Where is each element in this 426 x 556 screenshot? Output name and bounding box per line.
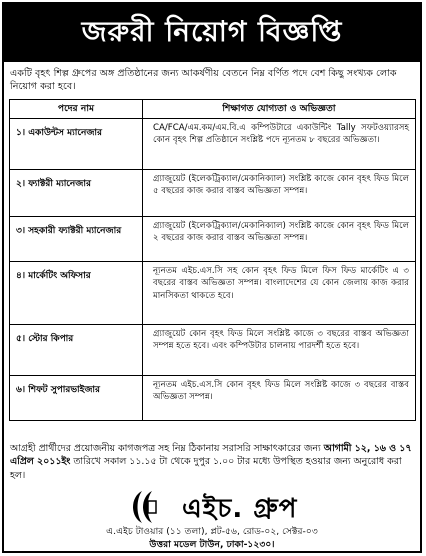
post-qualification: গ্র্যাজুয়েট (ইলেকট্রিক্যাল/মেকানিক্যাল) সংশ্লিষ্ট কাজে কোন বৃহৎ ফিড মিলে ৫ বছরের কাজ করার বাস্তব অভিজ্ঞতা সম্পন্ন। <box>143 170 416 217</box>
post-qualification: গ্র্যাজুয়েট কোন বৃহৎ ফিড মিলে সংশ্লিষ্ট কাজে ৩ বছরের বাস্তব অভিজ্ঞতা সম্পন্ন হতে হবে। এবং কম্পিউটার চালনায় পারদর্শী হতে হবে। <box>143 325 416 376</box>
table-row <box>10 376 416 421</box>
table-row <box>10 262 416 325</box>
table-row <box>10 325 416 376</box>
intro-text: একটি বৃহৎ শিল্প গ্রুপের অঙ্গ প্রতিষ্ঠানের জন্য আকর্ষণীয় বেতনে নিম্ন বর্ণিত পদে বেশ কিছু সংখ্যক লোক নিয়োগ করা হবে। <box>10 68 397 92</box>
post-qualification: CA/FCA/এম.কম/এম.বি.এ কম্পিউটারে একাউন্টিং Tally সফটওয়্যারসহ কোন বৃহৎ শিল্প প্রতিষ্ঠানে সংশ্লিষ্ট পদে ন্যূনতম ৮ বছরের অভিজ্ঞতা। <box>143 119 416 170</box>
apply-line-2: তারিখে সকাল ১১.১৫ টা থেকে দুপুর ১.০০ টার মধ্যে উপস্থিত হওয়ার জন্য অনুরোধ করা হল। <box>10 456 402 481</box>
post-name: ১। একাউন্টস ম্যানেজার <box>10 119 143 170</box>
apply-line-1: আগ্রহী প্রার্থীদের প্রয়োজনীয় কাগজপত্র সহ নিম্ন ঠিকানায় সরাসরি সাক্ষাৎকারের জন্য <box>10 443 321 454</box>
positions-table <box>9 99 416 421</box>
post-name: ৩। সহকারী ফ্যাক্টরী ম্যানেজার <box>10 217 143 262</box>
post-name: ৫। স্টোর কিপার <box>10 325 143 376</box>
address-line-2: উত্তরা মডেল টাউন, ঢাকা-১২৩০। <box>149 539 275 550</box>
post-qualification: ন্যূনতম এইচ.এস.সি সহ কোন বৃহৎ ফিড মিলে ফিস ফিড মার্কেটিং এ ৩ বছরের বাস্তব অভিজ্ঞতা সম্পন্ন। বাংলাদেশের যে কোন জেলায় কাজ করার মানসিকতা থাকতে হবে। <box>143 262 416 325</box>
ad-title: জরুরী নিয়োগ বিজ্ঞপ্তি <box>4 4 420 62</box>
post-name: ৬। শিফট সুপারভাইজার <box>10 376 143 421</box>
post-qualification: গ্র্যাজুয়েট (ইলেকট্রিক্যাল/মেকানিক্যাল) সংশ্লিষ্ট কাজে কোন বৃহৎ ফিড মিলে ২ বছরের কাজ করার বাস্তব অভিজ্ঞতা সম্পন্ন। <box>143 217 416 262</box>
application-instructions <box>10 442 414 482</box>
table-header-row <box>10 100 416 119</box>
company-name: এইচ. গ্রুপ <box>182 494 298 524</box>
post-qualification: ন্যূনতম এইচ.এস.সি কোন বৃহৎ ফিড মিলে সংশ্লিষ্ট কাজে ৩ বছরের বাস্তব অভিজ্ঞতা সম্পন্ন। <box>143 376 416 421</box>
table-row <box>10 119 416 170</box>
post-name: ২। ফ্যাক্টরী ম্যানেজার <box>10 170 143 217</box>
address-line-1: এ.এইচ টাওয়ার (১১ তলা), প্লট-৫৬, রোড-০২, সেক্টর-০৩ <box>106 526 318 537</box>
interview-dates: আগামী ১২, ১৬ ও ১৭ এপ্রিল ২০১১ইং <box>10 443 412 468</box>
header-post: পদের নাম <box>10 100 143 119</box>
ad-border <box>2 2 422 553</box>
header-qualification: শিক্ষাগত যোগ্যতা ও অভিজ্ঞতা <box>143 100 416 119</box>
company-logo-icon <box>124 487 184 527</box>
post-name: ৪। মার্কেটিং অফিসার <box>10 262 143 325</box>
company-address <box>4 525 420 551</box>
table-row <box>10 217 416 262</box>
table-row <box>10 170 416 217</box>
